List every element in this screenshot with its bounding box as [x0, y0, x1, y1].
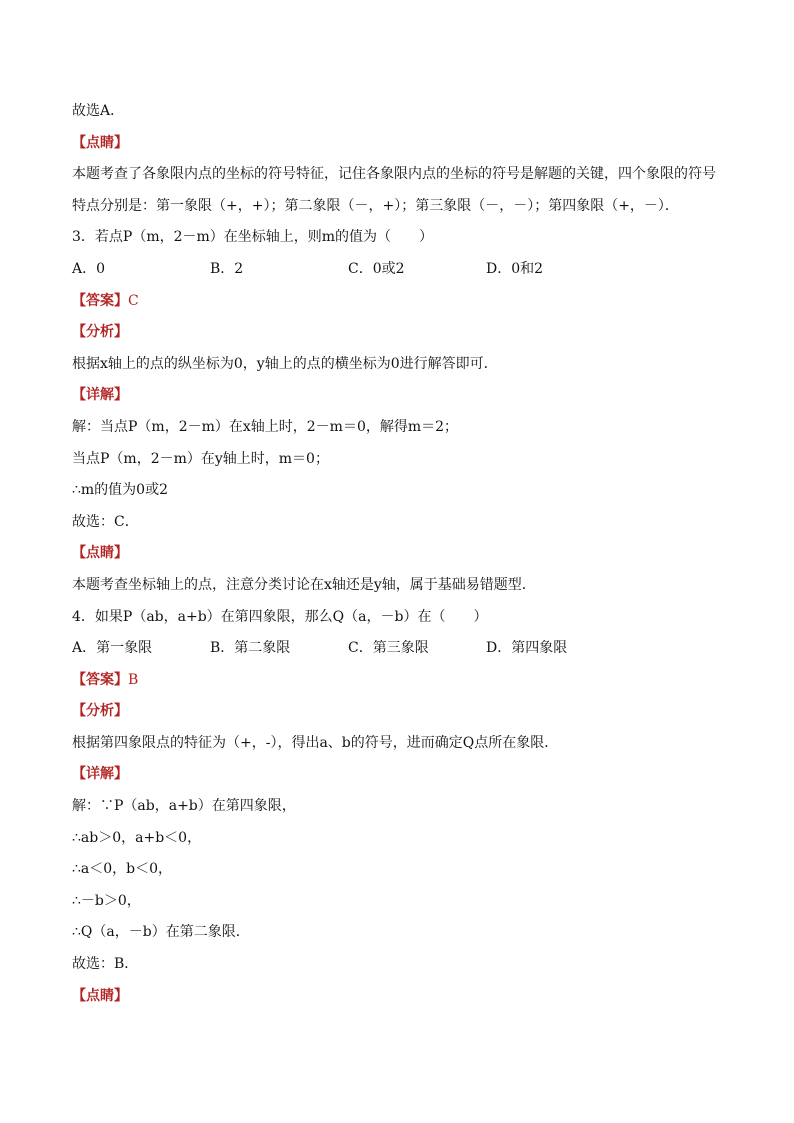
answer-line [72, 286, 722, 318]
question-4-options [72, 633, 722, 665]
conclusion-line: 故选A． [72, 103, 125, 119]
option-c: C．0或2 [348, 260, 405, 277]
section-heading-fenxi: 【分析】 [72, 703, 128, 720]
document-page [72, 96, 722, 1012]
commentary-line: 特点分别是：第一象限（+，+）；第二象限（－，+）；第三象限（－，－）；第四象限（+，－）． [72, 197, 679, 214]
commentary-line: 本题考查了各象限内点的坐标的符号特征，记住各象限内点的坐标的符号是解题的关键，四个象限的符号 [72, 166, 716, 183]
solution-line: ∴ab＞0，a+b＜0， [72, 829, 202, 846]
answer-value: C [128, 292, 139, 309]
solution-line: ∴a＜0，b＜0， [72, 861, 173, 878]
section-heading-dianjing: 【点睛】 [72, 987, 128, 1004]
section-heading-dianjing: 【点睛】 [72, 545, 128, 562]
section-heading-dianjing: 【点睛】 [72, 134, 128, 151]
analysis-line: 根据x轴上的点的纵坐标为0，y轴上的点的横坐标为0进行解答即可． [72, 355, 498, 372]
solution-line: 解：∵P（ab，a+b）在第四象限， [72, 798, 296, 815]
conclusion-line: 故选：B． [72, 956, 139, 973]
question-3-options [72, 254, 722, 286]
option-a: A．第一象限 [72, 640, 153, 657]
analysis-line: 根据第四象限点的特征为（+，-），得出a、b的符号，进而确定Q点所在象限． [72, 734, 559, 751]
option-d: D．0和2 [486, 260, 544, 277]
solution-line: ∴－b＞0， [72, 892, 141, 909]
section-heading-xiangjie: 【详解】 [72, 766, 128, 783]
commentary-line: 本题考查坐标轴上的点，注意分类讨论在x轴还是y轴，属于基础易错题型． [72, 576, 536, 593]
option-a: A．0 [72, 260, 106, 277]
answer-label: 【答案】 [72, 671, 128, 688]
solution-line: ∴Q（a，－b）在第二象限． [72, 924, 250, 941]
option-b: B．第二象限 [210, 640, 291, 657]
answer-line [72, 665, 722, 697]
option-d: D．第四象限 [486, 640, 568, 657]
section-heading-xiangjie: 【详解】 [72, 387, 128, 404]
answer-label: 【答案】 [72, 292, 128, 309]
solution-line: 当点P（m，2－m）在y轴上时，m＝0； [72, 450, 329, 467]
conclusion-line: 故选：C． [72, 513, 139, 530]
solution-line: 解：当点P（m，2－m）在x轴上时，2－m＝0，解得m＝2； [72, 418, 459, 435]
answer-value: B [128, 671, 139, 688]
option-c: C．第三象限 [348, 640, 429, 657]
question-3-stem: 3．若点P（m，2－m）在坐标轴上，则m的值为（ ） [72, 229, 434, 246]
solution-line: ∴m的值为0或2 [72, 482, 168, 499]
question-4-stem: 4．如果P（ab，a+b）在第四象限，那么Q（a，－b）在（ ） [72, 608, 488, 625]
section-heading-fenxi: 【分析】 [72, 324, 128, 341]
option-b: B．2 [210, 260, 244, 277]
